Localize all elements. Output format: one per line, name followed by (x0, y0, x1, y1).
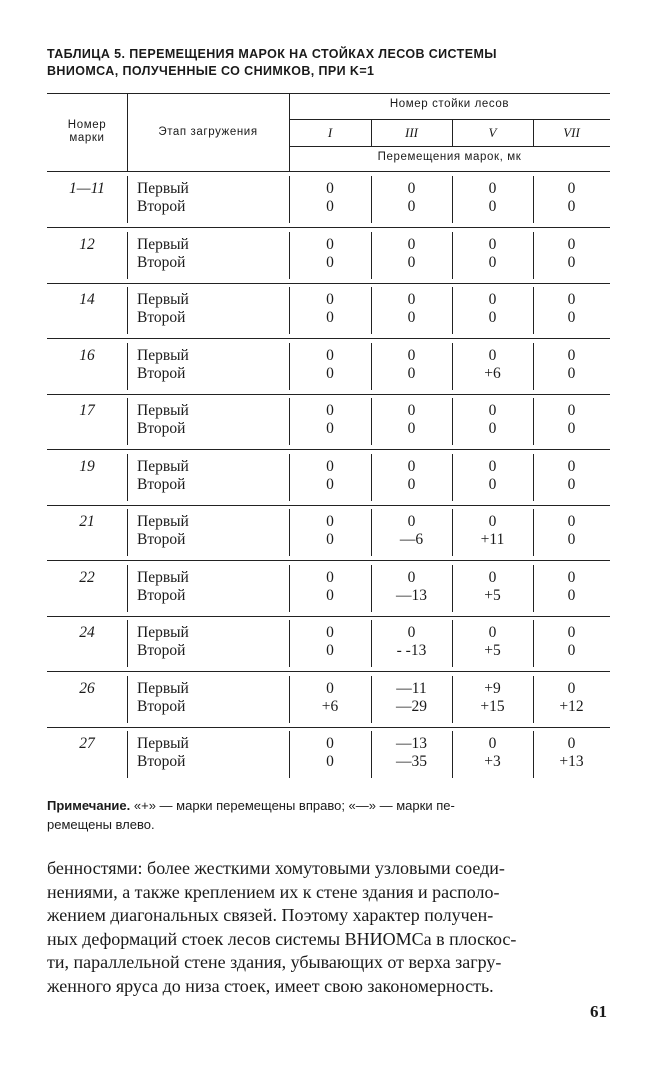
displacement-cell (452, 236, 533, 272)
column-divider (452, 676, 453, 723)
column-divider (452, 176, 453, 223)
column-divider (371, 232, 372, 279)
mark-number: 19 (79, 457, 95, 475)
displacement-value: +13 (559, 753, 584, 770)
displacement-value: 0 (407, 475, 416, 493)
mark-number: 22 (79, 568, 95, 586)
displacement-value: 0 (407, 513, 416, 530)
row-separator (47, 283, 610, 284)
displacement-value: 0 (407, 568, 416, 586)
column-divider (452, 398, 453, 445)
column-divider (127, 343, 128, 390)
page-number: 61 (590, 1002, 607, 1021)
displacement-value: 0 (407, 180, 416, 197)
displacement-cell (533, 735, 610, 771)
displacement-value: 0 (488, 475, 497, 493)
column-divider (289, 287, 290, 334)
column-divider (371, 454, 372, 501)
displacement-value: 0 (567, 679, 576, 697)
column-divider (127, 454, 128, 501)
column-divider (127, 620, 128, 667)
displacement-cell (452, 402, 533, 438)
displacement-cell (533, 569, 610, 605)
stage-cell (137, 291, 189, 327)
column-divider (533, 287, 534, 334)
header-post-label: V (488, 125, 497, 140)
displacement-value: 0 (567, 586, 576, 604)
displacement-value: 0 (567, 309, 576, 326)
mark-number: 17 (79, 402, 95, 419)
column-divider (371, 565, 372, 612)
header-post-group: Номер стойки лесов (389, 98, 510, 110)
column-divider (289, 620, 290, 667)
stage-label: Второй (137, 531, 186, 548)
displacement-value: 0 (567, 364, 576, 382)
column-divider (289, 509, 290, 556)
stage-label: Первый (137, 457, 189, 475)
note-text-continued: ремещены влево. (47, 817, 155, 832)
displacement-cell (371, 680, 452, 716)
displacement-value: +15 (480, 697, 505, 715)
stage-cell (137, 180, 189, 216)
column-divider (452, 509, 453, 556)
column-divider (452, 287, 453, 334)
displacement-cell (533, 291, 610, 327)
header-bottom-rule (47, 171, 610, 172)
note-label: Примечание. (47, 798, 131, 813)
column-divider (533, 620, 534, 667)
table-row-group (47, 731, 610, 787)
displacement-value: 0 (567, 291, 576, 308)
column-divider (452, 454, 453, 501)
displacement-cell (289, 402, 371, 438)
displacement-value: —11 (396, 679, 427, 697)
column-divider (533, 454, 534, 501)
mark-number: 1—11 (69, 180, 105, 197)
displacement-value: 0 (567, 346, 576, 364)
column-divider (452, 565, 453, 612)
stage-cell (137, 402, 189, 438)
displacement-cell (289, 624, 371, 660)
column-divider (127, 176, 128, 223)
displacement-value: 0 (488, 198, 497, 215)
displacement-value: 0 (407, 624, 416, 641)
displacement-cell (289, 735, 371, 771)
stage-label: Первый (137, 291, 189, 308)
displacement-value: 0 (488, 513, 497, 530)
displacement-value: 0 (326, 420, 334, 437)
displacement-cell (289, 180, 371, 216)
column-divider (127, 287, 128, 334)
column-divider (127, 509, 128, 556)
table-title (47, 46, 627, 80)
displacement-cell (371, 735, 452, 771)
displacement-value: 0 (326, 235, 334, 253)
table-row-group (47, 676, 610, 732)
column-divider (289, 343, 290, 390)
table-row-group (47, 398, 610, 454)
column-divider (533, 343, 534, 390)
displacement-cell (533, 513, 610, 549)
displacement-value: —13 (396, 735, 427, 752)
displacement-cell (452, 513, 533, 549)
displacement-cell (371, 291, 452, 327)
stage-cell (137, 458, 189, 494)
stage-label: Первый (137, 402, 189, 419)
displacement-value: —6 (399, 531, 424, 548)
displacement-cell (452, 569, 533, 605)
displacement-value: 0 (326, 735, 334, 752)
paragraph-line: жением диагональных связей. Поэтому характер получен- (47, 905, 494, 925)
stage-cell (137, 569, 189, 605)
column-divider (533, 398, 534, 445)
displacement-value: 0 (488, 346, 497, 364)
displacement-value: 0 (567, 198, 576, 215)
stage-label: Первый (137, 513, 189, 530)
stage-cell (137, 624, 189, 660)
stage-cell (137, 236, 189, 272)
column-divider (533, 176, 534, 223)
table-row-group (47, 343, 610, 399)
displacement-value: +9 (484, 679, 501, 697)
table-row-group (47, 454, 610, 510)
displacement-cell (533, 624, 610, 660)
displacement-value: 0 (567, 235, 576, 253)
displacement-value: 0 (407, 364, 416, 382)
displacement-value: 0 (488, 420, 497, 437)
displacement-value: —29 (396, 697, 427, 715)
stage-cell (137, 347, 189, 383)
displacement-cell (371, 347, 452, 383)
displacement-value: 0 (407, 198, 416, 215)
displacement-value: 0 (326, 624, 334, 641)
row-separator (47, 560, 610, 561)
displacement-value: 0 (407, 235, 416, 253)
mark-number: 16 (79, 346, 95, 364)
displacement-cell (289, 347, 371, 383)
column-divider (371, 343, 372, 390)
table-row-group (47, 287, 610, 343)
column-divider (371, 731, 372, 778)
mark-number: 21 (79, 513, 95, 530)
column-divider (371, 620, 372, 667)
displacement-value: 0 (326, 513, 334, 530)
displacement-value: +3 (484, 753, 501, 770)
column-divider (127, 676, 128, 723)
row-separator (47, 616, 610, 617)
displacement-value: 0 (567, 513, 576, 530)
stage-label: Второй (137, 642, 186, 659)
displacement-value: 0 (488, 402, 497, 419)
column-divider (452, 232, 453, 279)
stage-label: Второй (137, 364, 186, 382)
table-row-group (47, 509, 610, 565)
displacement-value: 0 (326, 346, 334, 364)
mark-number: 26 (79, 679, 95, 697)
stage-label: Первый (137, 624, 189, 641)
displacement-value: 0 (326, 679, 334, 697)
displacement-value: +12 (559, 697, 584, 715)
row-separator (47, 449, 610, 450)
stage-label: Первый (137, 346, 189, 364)
column-divider (371, 287, 372, 334)
stage-label: Второй (137, 697, 186, 715)
column-divider (289, 676, 290, 723)
stage-label: Второй (137, 475, 186, 493)
column-divider (289, 232, 290, 279)
displacement-value: 0 (567, 642, 576, 659)
displacement-cell (371, 180, 452, 216)
displacement-cell (452, 347, 533, 383)
displacement-value: 0 (567, 735, 576, 752)
stage-label: Второй (137, 753, 186, 770)
displacement-cell (533, 680, 610, 716)
displacement-cell (452, 680, 533, 716)
header-mark-line: Номер (67, 119, 107, 131)
header-mark-line: марки (69, 132, 105, 144)
displacement-value: 0 (326, 180, 334, 197)
displacement-cell (533, 458, 610, 494)
column-divider (452, 343, 453, 390)
displacement-value: 0 (326, 642, 334, 659)
stage-cell (137, 680, 189, 716)
displacement-value: 0 (407, 291, 416, 308)
displacement-value: —35 (396, 753, 427, 770)
stage-label: Первый (137, 235, 189, 253)
mark-number: 14 (79, 291, 95, 308)
stage-label: Второй (137, 198, 186, 215)
column-divider (127, 398, 128, 445)
stage-label: Второй (137, 309, 186, 326)
displacement-value: - -13 (396, 642, 427, 659)
displacement-table (47, 90, 610, 790)
stage-cell (137, 513, 189, 549)
header-post-label: I (327, 125, 333, 140)
displacement-value: 0 (567, 624, 576, 641)
displacement-value: 0 (488, 235, 497, 253)
column-divider (533, 565, 534, 612)
column-divider (127, 731, 128, 778)
displacement-value: 0 (407, 402, 416, 419)
column-divider (452, 620, 453, 667)
displacement-cell (371, 402, 452, 438)
table-row-group (47, 620, 610, 676)
displacement-cell (289, 569, 371, 605)
displacement-value: 0 (407, 457, 416, 475)
table-row-group (47, 176, 610, 232)
header-post-label: VII (563, 125, 580, 140)
displacement-value: 0 (567, 253, 576, 271)
table-row-group (47, 232, 610, 288)
stage-cell (137, 735, 189, 771)
note-text: «+» — марки перемещены вправо; «—» — марки пе- (133, 798, 455, 813)
displacement-value: 0 (488, 457, 497, 475)
displacement-cell (452, 291, 533, 327)
displacement-value: 0 (407, 309, 416, 326)
displacement-value: +11 (480, 531, 505, 548)
displacement-value: 0 (488, 253, 497, 271)
displacement-value: 0 (407, 253, 416, 271)
displacement-value: +6 (484, 364, 501, 382)
displacement-value: +5 (484, 586, 501, 604)
row-separator (47, 227, 610, 228)
mark-number: 27 (79, 735, 95, 752)
displacement-cell (289, 513, 371, 549)
displacement-cell (289, 680, 371, 716)
displacement-cell (452, 458, 533, 494)
displacement-value: 0 (326, 253, 334, 271)
displacement-value: 0 (326, 198, 334, 215)
row-separator (47, 505, 610, 506)
column-divider (289, 565, 290, 612)
displacement-value: 0 (488, 309, 497, 326)
stage-label: Второй (137, 420, 186, 437)
row-separator (47, 394, 610, 395)
displacement-value: 0 (567, 457, 576, 475)
displacement-value: 0 (326, 568, 334, 586)
displacement-value: 0 (567, 531, 576, 548)
header-mark-column (47, 119, 127, 145)
column-divider (533, 676, 534, 723)
displacement-cell (371, 236, 452, 272)
column-divider (533, 232, 534, 279)
row-separator (47, 671, 610, 672)
paragraph-line: нениями, а также креплением их к стене здания и располо- (47, 881, 500, 902)
stage-label: Второй (137, 586, 186, 604)
displacement-value: 0 (326, 402, 334, 419)
table-title-line: ВНИОМСА, ПОЛУЧЕННЫЕ СО СНИМКОВ, ПРИ K=1 (47, 64, 375, 78)
stage-label: Первый (137, 735, 189, 752)
row-separator (47, 727, 610, 728)
displacement-value: 0 (567, 402, 576, 419)
displacement-value: 0 (326, 364, 334, 382)
stage-label: Второй (137, 253, 186, 271)
displacement-cell (533, 236, 610, 272)
displacement-value: 0 (407, 346, 416, 364)
displacement-cell (371, 569, 452, 605)
displacement-value: 0 (488, 568, 497, 586)
stage-label: Первый (137, 568, 189, 586)
paragraph-line: женного яруса до низа стоек, имеет свою закономерность. (47, 975, 494, 996)
displacement-value: 0 (488, 180, 497, 197)
displacement-cell (452, 735, 533, 771)
column-divider (371, 509, 372, 556)
column-divider (127, 232, 128, 279)
displacement-value: +5 (484, 642, 501, 659)
displacement-cell (452, 180, 533, 216)
displacement-cell (289, 236, 371, 272)
displacement-cell (371, 458, 452, 494)
column-divider (533, 731, 534, 778)
displacement-cell (371, 513, 452, 549)
paragraph-line: бенностями: более жесткими хомутовыми узловыми соеди- (47, 858, 505, 878)
table-body (47, 176, 610, 787)
table-note (47, 796, 617, 834)
stage-label: Первый (137, 679, 189, 697)
column-divider (452, 731, 453, 778)
displacement-value: 0 (488, 735, 497, 752)
column-divider (371, 176, 372, 223)
paragraph-line: ти, параллельной стене здания, убывающих от верха загру- (47, 952, 502, 972)
displacement-cell (533, 402, 610, 438)
header-rule (289, 119, 610, 120)
displacement-value: 0 (488, 624, 497, 641)
displacement-value: 0 (488, 291, 497, 308)
displacement-value: 0 (567, 420, 576, 437)
displacement-value: 0 (567, 475, 576, 493)
header-units: Перемещения марок, мк (377, 151, 522, 163)
displacement-cell (289, 291, 371, 327)
table-title-line: ТАБЛИЦА 5. ПЕРЕМЕЩЕНИЯ МАРОК НА СТОЙКАХ ЛЕСОВ СИСТЕМЫ (47, 47, 497, 61)
mark-number: 12 (79, 235, 95, 253)
displacement-cell (533, 347, 610, 383)
displacement-value: 0 (326, 309, 334, 326)
column-divider (371, 676, 372, 723)
mark-number: 24 (79, 624, 95, 641)
header-stage-column: Этап загружения (158, 126, 258, 138)
displacement-value: 0 (326, 586, 334, 604)
displacement-value: —13 (396, 586, 427, 604)
displacement-value: 0 (326, 475, 334, 493)
displacement-cell (533, 180, 610, 216)
body-paragraph (47, 857, 619, 998)
displacement-value: 0 (326, 291, 334, 308)
displacement-cell (452, 624, 533, 660)
displacement-value: 0 (326, 753, 334, 770)
displacement-value: 0 (567, 180, 576, 197)
displacement-value: 0 (326, 531, 334, 548)
column-divider (289, 454, 290, 501)
displacement-value: 0 (407, 420, 416, 437)
column-divider (289, 176, 290, 223)
displacement-value: 0 (567, 568, 576, 586)
column-divider (289, 398, 290, 445)
stage-label: Первый (137, 180, 189, 197)
paragraph-line: ных деформаций стоек лесов системы ВНИОМСа в плоскос- (47, 928, 517, 949)
column-divider (127, 565, 128, 612)
column-divider (289, 731, 290, 778)
header-rule (289, 146, 610, 147)
table-row-group (47, 565, 610, 621)
column-divider (371, 398, 372, 445)
displacement-value: +6 (321, 697, 339, 715)
table-top-rule (47, 93, 610, 94)
column-divider (533, 509, 534, 556)
displacement-cell (289, 458, 371, 494)
displacement-cell (371, 624, 452, 660)
header-post-label: III (405, 125, 418, 140)
displacement-value: 0 (326, 457, 334, 475)
row-separator (47, 338, 610, 339)
